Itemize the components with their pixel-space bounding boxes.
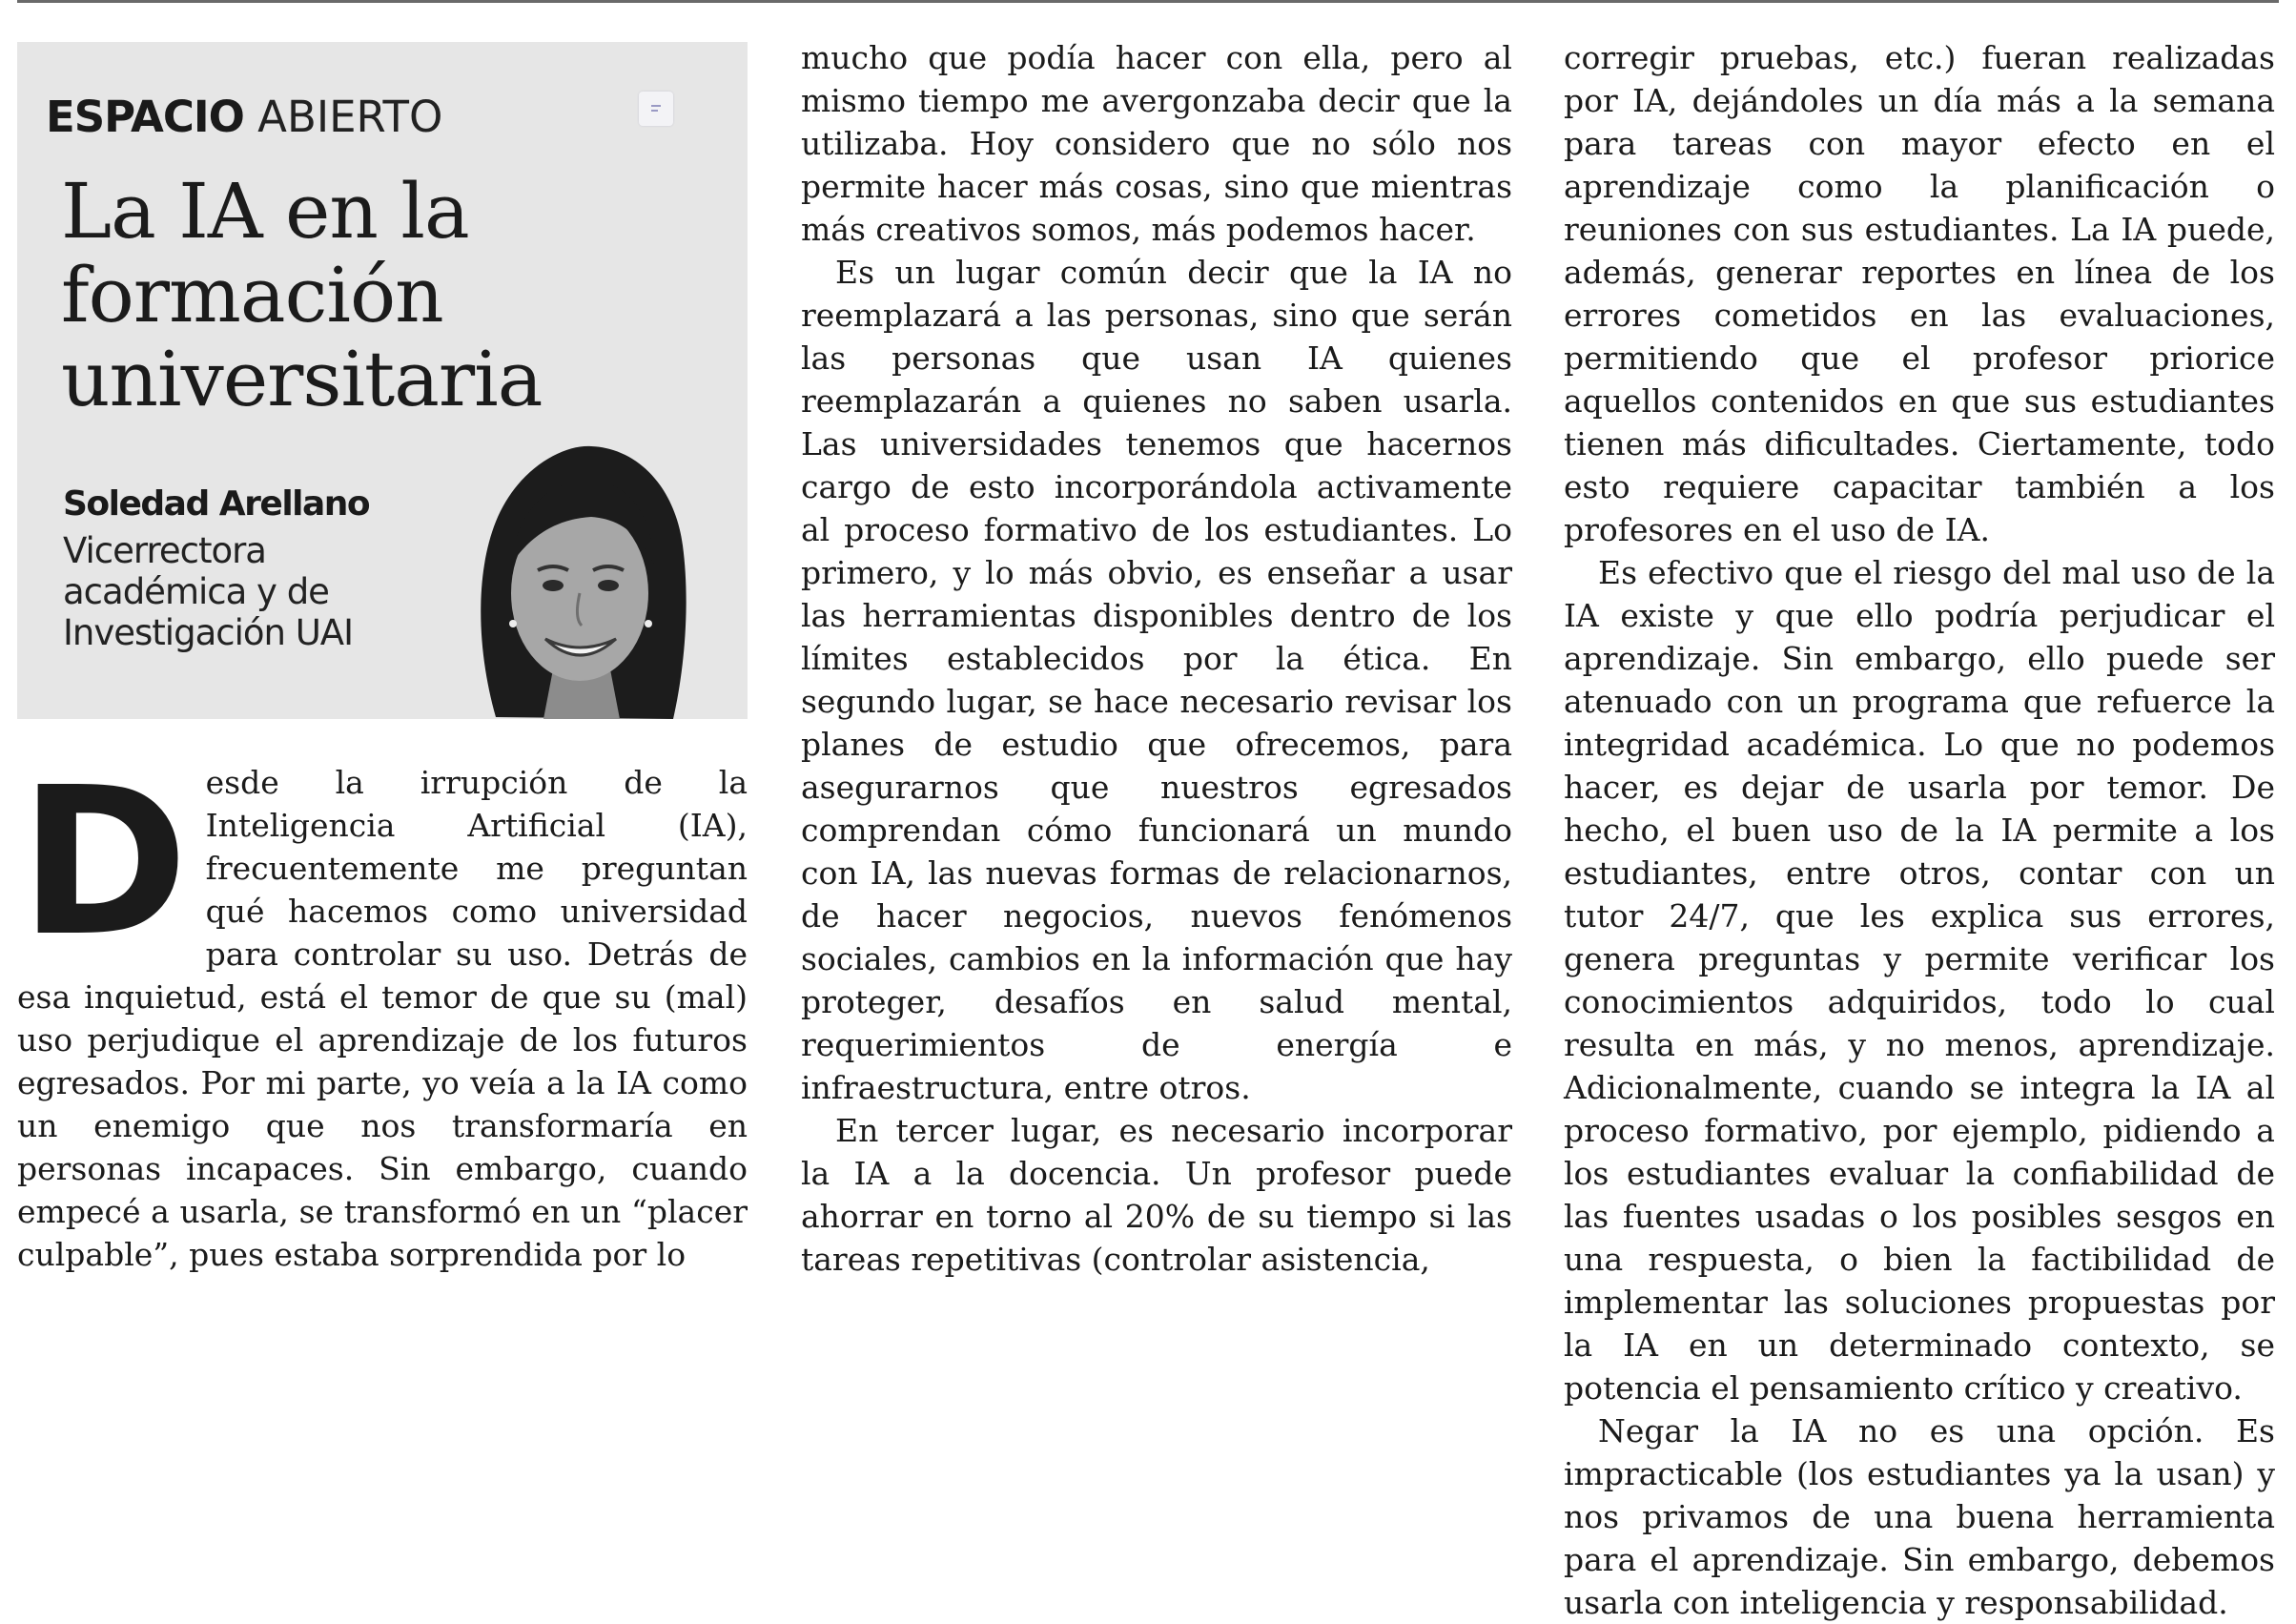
- paragraph-1-text: esde la irrupción de la Inteligencia Artificial (IA), frecuentemente me preguntan qué hacemos como universidad para controlar su uso. Detrás de esa inquietud, está el temor de que su (mal) uso perjudique el aprendizaje de los futuros egresados. Por mi parte, yo veía a la IA como un enemigo que nos transformaría en personas incapaces. Sin embargo, cuando empecé a usarla, se transformó en un “placer culpable”, pues estaba sorprendida por lo: [17, 764, 748, 1273]
- author-name: Soledad Arellano: [63, 484, 370, 524]
- portrait-eye-left: [543, 580, 564, 591]
- portrait-eye-right: [598, 580, 619, 591]
- portrait-earring-right: [645, 620, 652, 627]
- paragraph-1: [17, 744, 748, 1276]
- author-role-line-3: Investigación UAI: [63, 612, 354, 653]
- article-column-1: [17, 744, 748, 1281]
- headline: [61, 167, 709, 423]
- dropcap: D: [19, 744, 189, 981]
- paragraph-3-continued: corregir pruebas, etc.) fueran realizadas por IA, dejándoles un día más a la semana para tareas con mayor efecto en el aprendizaje como la planificación o reuniones con sus estudiantes. La IA puede, además, generar reportes en línea de los errores cometidos en las evaluaciones, permitiendo que el profesor priorice aquellos contenidos en que sus estudiantes tienen más dificultades. Ciertamente, todo esto requiere capacitar también a los profesores en el uso de IA.: [1564, 39, 2275, 548]
- section-tag-bold: ESPACIO: [46, 92, 244, 142]
- paragraph-2: Es un lugar común decir que la IA no reemplazará a las personas, sino que serán las personas que usan IA quienes reemplazarán a quienes no saben usarla. Las universidades tenemos que hacernos cargo de esto incorporándola activamente al proceso formativo de los estudiantes. Lo primero, y lo más obvio, es enseñar a usar las herramientas disponibles dentro de los límites establecidos por la ética. En segundo lugar, se hace necesario revisar los planes de estudio que ofrecemos, para asegurarnos que nuestros egresados comprendan cómo funcionará un mundo con IA, las nuevas formas de relacionarnos, de hacer negocios, nuevos fenómenos sociales, cambios en la información que hay proteger, desafíos en salud mental, requerimientos de energía e infraestructura, entre otros.: [801, 254, 1512, 1106]
- portrait-earring-left: [509, 620, 517, 627]
- author-role-line-2: académica y de: [63, 571, 329, 612]
- paragraph-5: Negar la IA no es una opción. Es impracticable (los estudiantes ya la usan) y nos privamos de una buena herramienta para el aprendizaje. Sin embargo, debemos usarla con inteligencia y responsabilidad.: [1564, 1412, 2275, 1621]
- section-tag: [46, 92, 442, 142]
- note-icon[interactable]: [639, 92, 673, 126]
- author-portrait: [458, 431, 706, 719]
- top-rule: [17, 0, 2279, 3]
- section-tag-light: ABIERTO: [257, 92, 443, 142]
- article-column-2: [801, 36, 1512, 1281]
- headline-line-1: La IA en la: [61, 167, 469, 256]
- headline-line-2: formación: [61, 251, 443, 339]
- article-column-3: [1564, 36, 2275, 1621]
- headline-line-3: universitaria: [61, 335, 543, 423]
- paragraph-4: Es efectivo que el riesgo del mal uso de la IA existe y que ello podría perjudicar el aprendizaje. Sin embargo, ello puede ser atenuado con un programa que refuerce la integridad académica. Lo que no podemos hacer, es dejar de usarla por temor. De hecho, el buen uso de la IA permite a los estudiantes, entre otros, contar con un tutor 24/7, que les explica sus errores, genera preguntas y permite verificar los conocimientos adquiridos, todo lo cual resulta en más, y no menos, aprendizaje. Adicionalmente, cuando se integra la IA al proceso formativo, por ejemplo, pidiendo a los estudiantes evaluar la confiabilidad de las fuentes usadas o los posibles sesgos en una respuesta, o bien la factibilidad de implementar las soluciones propuestas por la IA en un determinado contexto, se potencia el pensamiento crítico y creativo.: [1564, 554, 2275, 1407]
- paragraph-1-continued: mucho que podía hacer con ella, pero al mismo tiempo me avergonzaba decir que la utilizaba. Hoy considero que no sólo nos permite hacer más cosas, sino que mientras más creativos somos, más podemos hacer.: [801, 39, 1512, 248]
- author-role-line-1: Vicerrectora: [63, 530, 266, 571]
- paragraph-3: En tercer lugar, es necesario incorporar la IA a la docencia. Un profesor puede ahorrar en torno al 20% de su tiempo si las tareas repetitivas (controlar asistencia,: [801, 1112, 1512, 1278]
- author-role: [63, 530, 353, 653]
